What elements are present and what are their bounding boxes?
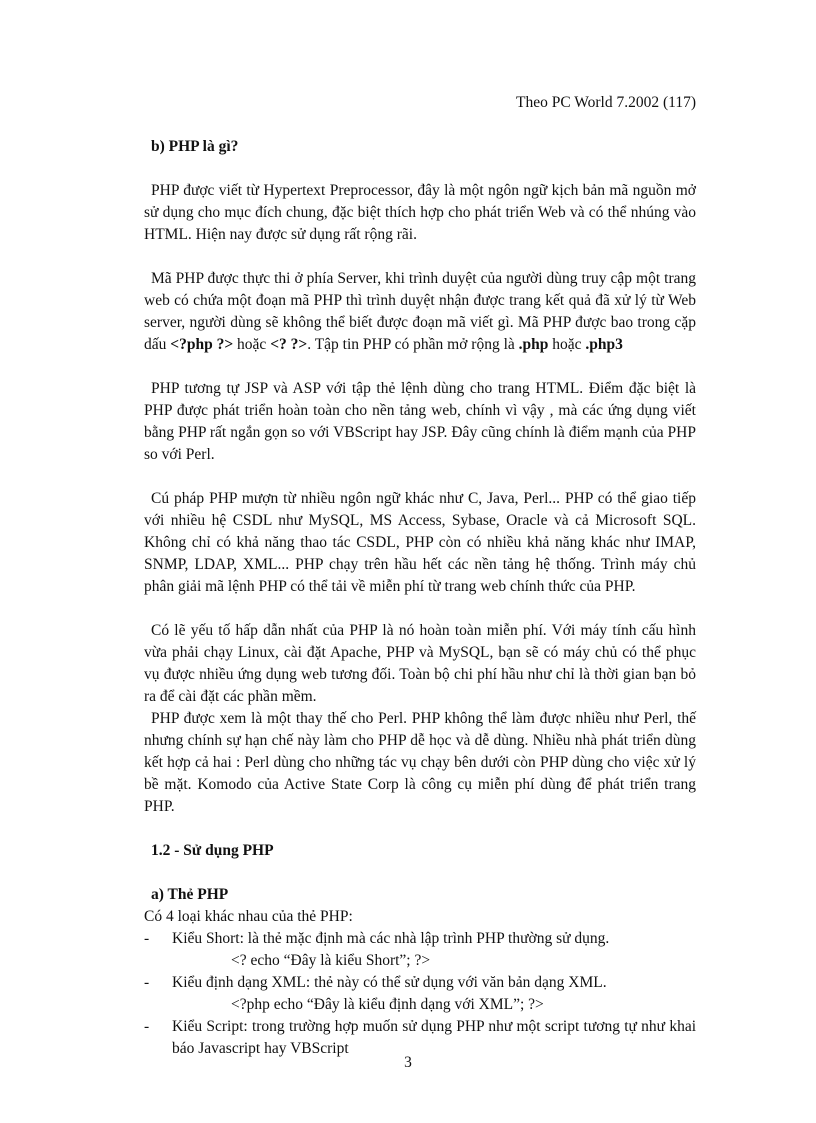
extension-php: .php	[518, 336, 549, 353]
code-tag-php: <?php ?>	[170, 336, 234, 353]
text-run: Mã PHP được thực thi ở phía Server, khi trình duyệt của người dùng truy cập một trang web có chứa một đoạn mã PHP thì trình duyệt nhận được trang kết quả đã xử lý từ Web server, người dùng sẽ không thể biết được đoạn mã viết gì. Mã PHP được bao trong cặp dấu	[144, 270, 696, 353]
page-number: 3	[404, 1054, 412, 1071]
section-a-heading: a) Thẻ PHP	[151, 886, 229, 903]
list-item-text: Kiểu định dạng XML: thẻ này có thể sử dụng với văn bản dạng XML.	[172, 974, 607, 991]
intro-line: Có 4 loại khác nhau của thẻ PHP:	[144, 908, 353, 925]
text-run: hoặc	[548, 336, 586, 353]
code-example: <?php echo “Đây là kiểu định dạng với XML”; ?>	[231, 996, 544, 1013]
paragraph-server-side	[144, 268, 696, 356]
list-item-text: Kiểu Short: là thẻ mặc định mà các nhà lập trình PHP thường sử dụng.	[172, 930, 610, 947]
bullet-marker: -	[144, 1018, 150, 1035]
bullet-marker: -	[144, 930, 150, 947]
code-tag-short: <? ?>	[270, 336, 308, 353]
text-run: hoặc	[233, 336, 271, 353]
section-b-heading: b) PHP là gì?	[151, 138, 239, 155]
text-run: . Tập tin PHP có phần mở rộng là	[307, 336, 519, 353]
paragraph-php-intro: PHP được viết từ Hypertext Preprocessor, đây là một ngôn ngữ kịch bản mã nguồn mở sử dụng cho mục đích chung, đặc biệt thích hợp cho phát triển Web và có thể nhúng vào HTML. Hiện nay được sử dụng rất rộng rãi.	[144, 182, 696, 243]
list-item-text: Kiểu Script: trong trường hợp muốn sử dụng PHP như một script tương tự như khai báo Javascript hay VBScript	[172, 1018, 696, 1057]
paragraph-syntax: Cú pháp PHP mượn từ nhiều ngôn ngữ khác như C, Java, Perl... PHP có thể giao tiếp với nhiều hệ CSDL như MySQL, MS Access, Sybase, Oracle và cả Microsoft SQL. Không chỉ có khả năng thao tác CSDL, PHP còn có nhiều khả năng khác như IMAP, SNMP, LDAP, XML... PHP chạy trên hầu hết các nền tảng hệ thống. Trình máy chủ phân giải mã lệnh PHP có thể tải về miễn phí từ trang web chính thức của PHP.	[144, 490, 696, 595]
source-note: Theo PC World 7.2002 (117)	[515, 94, 696, 111]
paragraph-perl: PHP được xem là một thay thế cho Perl. PHP không thể làm được nhiều như Perl, thế nhưng chính sự hạn chế này làm cho PHP dễ học và dễ dùng. Nhiều nhà phát triển dùng kết hợp cả hai : Perl dùng cho những tác vụ chạy bên dưới còn PHP dùng cho việc xử lý bề mặt. Komodo của Active State Corp là công cụ miễn phí dùng để phát triển trang PHP.	[144, 710, 696, 815]
section-1-2-heading: 1.2 - Sử dụng PHP	[151, 842, 274, 859]
paragraph-jsp-asp: PHP tương tự JSP và ASP với tập thẻ lệnh dùng cho trang HTML. Điểm đặc biệt là PHP được phát triển hoàn toàn cho nền tảng web, chính vì vậy , mà các ứng dụng viết bằng PHP rất ngắn gọn so với VBScript hay JSP. Đây cũng chính là điểm mạnh của PHP so với Perl.	[144, 380, 696, 463]
list-item	[144, 928, 696, 950]
page-body	[144, 136, 696, 1060]
code-example: <? echo “Đây là kiểu Short”; ?>	[231, 952, 431, 969]
bullet-marker: -	[144, 974, 150, 991]
list-item	[144, 972, 696, 994]
paragraph-free: Có lẽ yếu tố hấp dẫn nhất của PHP là nó hoàn toàn miễn phí. Với máy tính cấu hình vừa phải chạy Linux, cài đặt Apache, PHP và MySQL, bạn sẽ có máy chủ có thể phục vụ được nhiều ứng dụng web tương đối. Toàn bộ chi phí hầu như chỉ là thời gian bạn bỏ ra để cài đặt các phần mềm.	[144, 622, 696, 705]
extension-php3: .php3	[585, 336, 623, 353]
